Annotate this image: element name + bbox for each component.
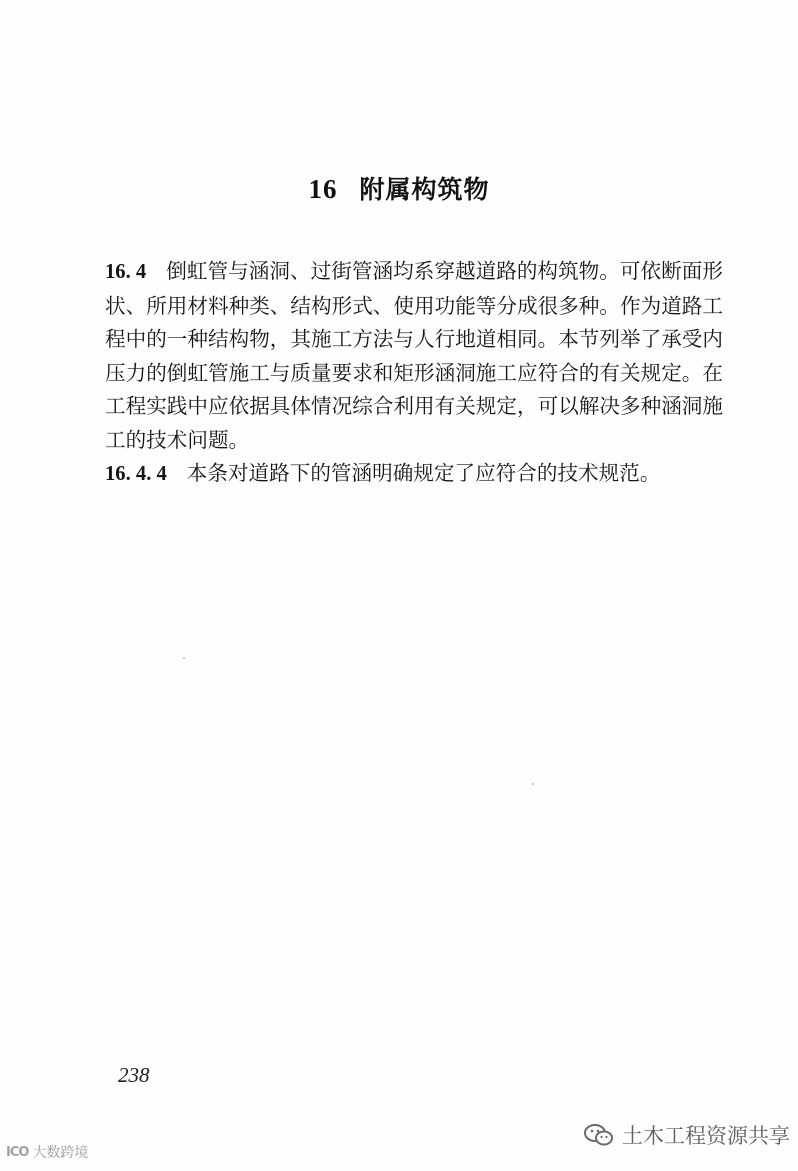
watermark-right-text: 土木工程资源共享 — [622, 1124, 790, 1148]
clause-paragraph — [105, 457, 723, 492]
clause-paragraph — [105, 255, 723, 457]
clause-number: 16. 4 — [105, 261, 147, 283]
clause-number: 16. 4. 4 — [105, 463, 167, 485]
wechat-icon — [584, 1123, 614, 1147]
watermark-left — [6, 1142, 88, 1162]
chapter-title: 附属构筑物 — [359, 175, 490, 204]
body-text — [105, 255, 723, 492]
clause-text: 倒虹管与涵洞、过街管涵均系穿越道路的构筑物。可依断面形状、所用材料种类、结构形式、使用功能等分成很多种。作为道路工程中的一种结构物，其施工方法与人行地道相同。本节列举了承受内压力的倒虹管施工与质量要求和矩形涵洞施工应符合的有关规定。在工程实践中应依据具体情况综合利用有关规定，可以解决多种涵洞施工的技术问题。 — [105, 259, 724, 452]
chapter-heading — [0, 170, 798, 206]
watermark-logo: ICO — [6, 1144, 29, 1160]
watermark-left-text: 大数跨境 — [32, 1145, 89, 1161]
scan-speck — [532, 783, 534, 785]
watermark-right — [584, 1120, 790, 1150]
chapter-number: 16 — [308, 174, 338, 204]
scan-speck — [183, 657, 185, 659]
page-number: 238 — [118, 1063, 150, 1087]
clause-text: 本条对道路下的管涵明确规定了应符合的技术规范。 — [186, 461, 661, 485]
